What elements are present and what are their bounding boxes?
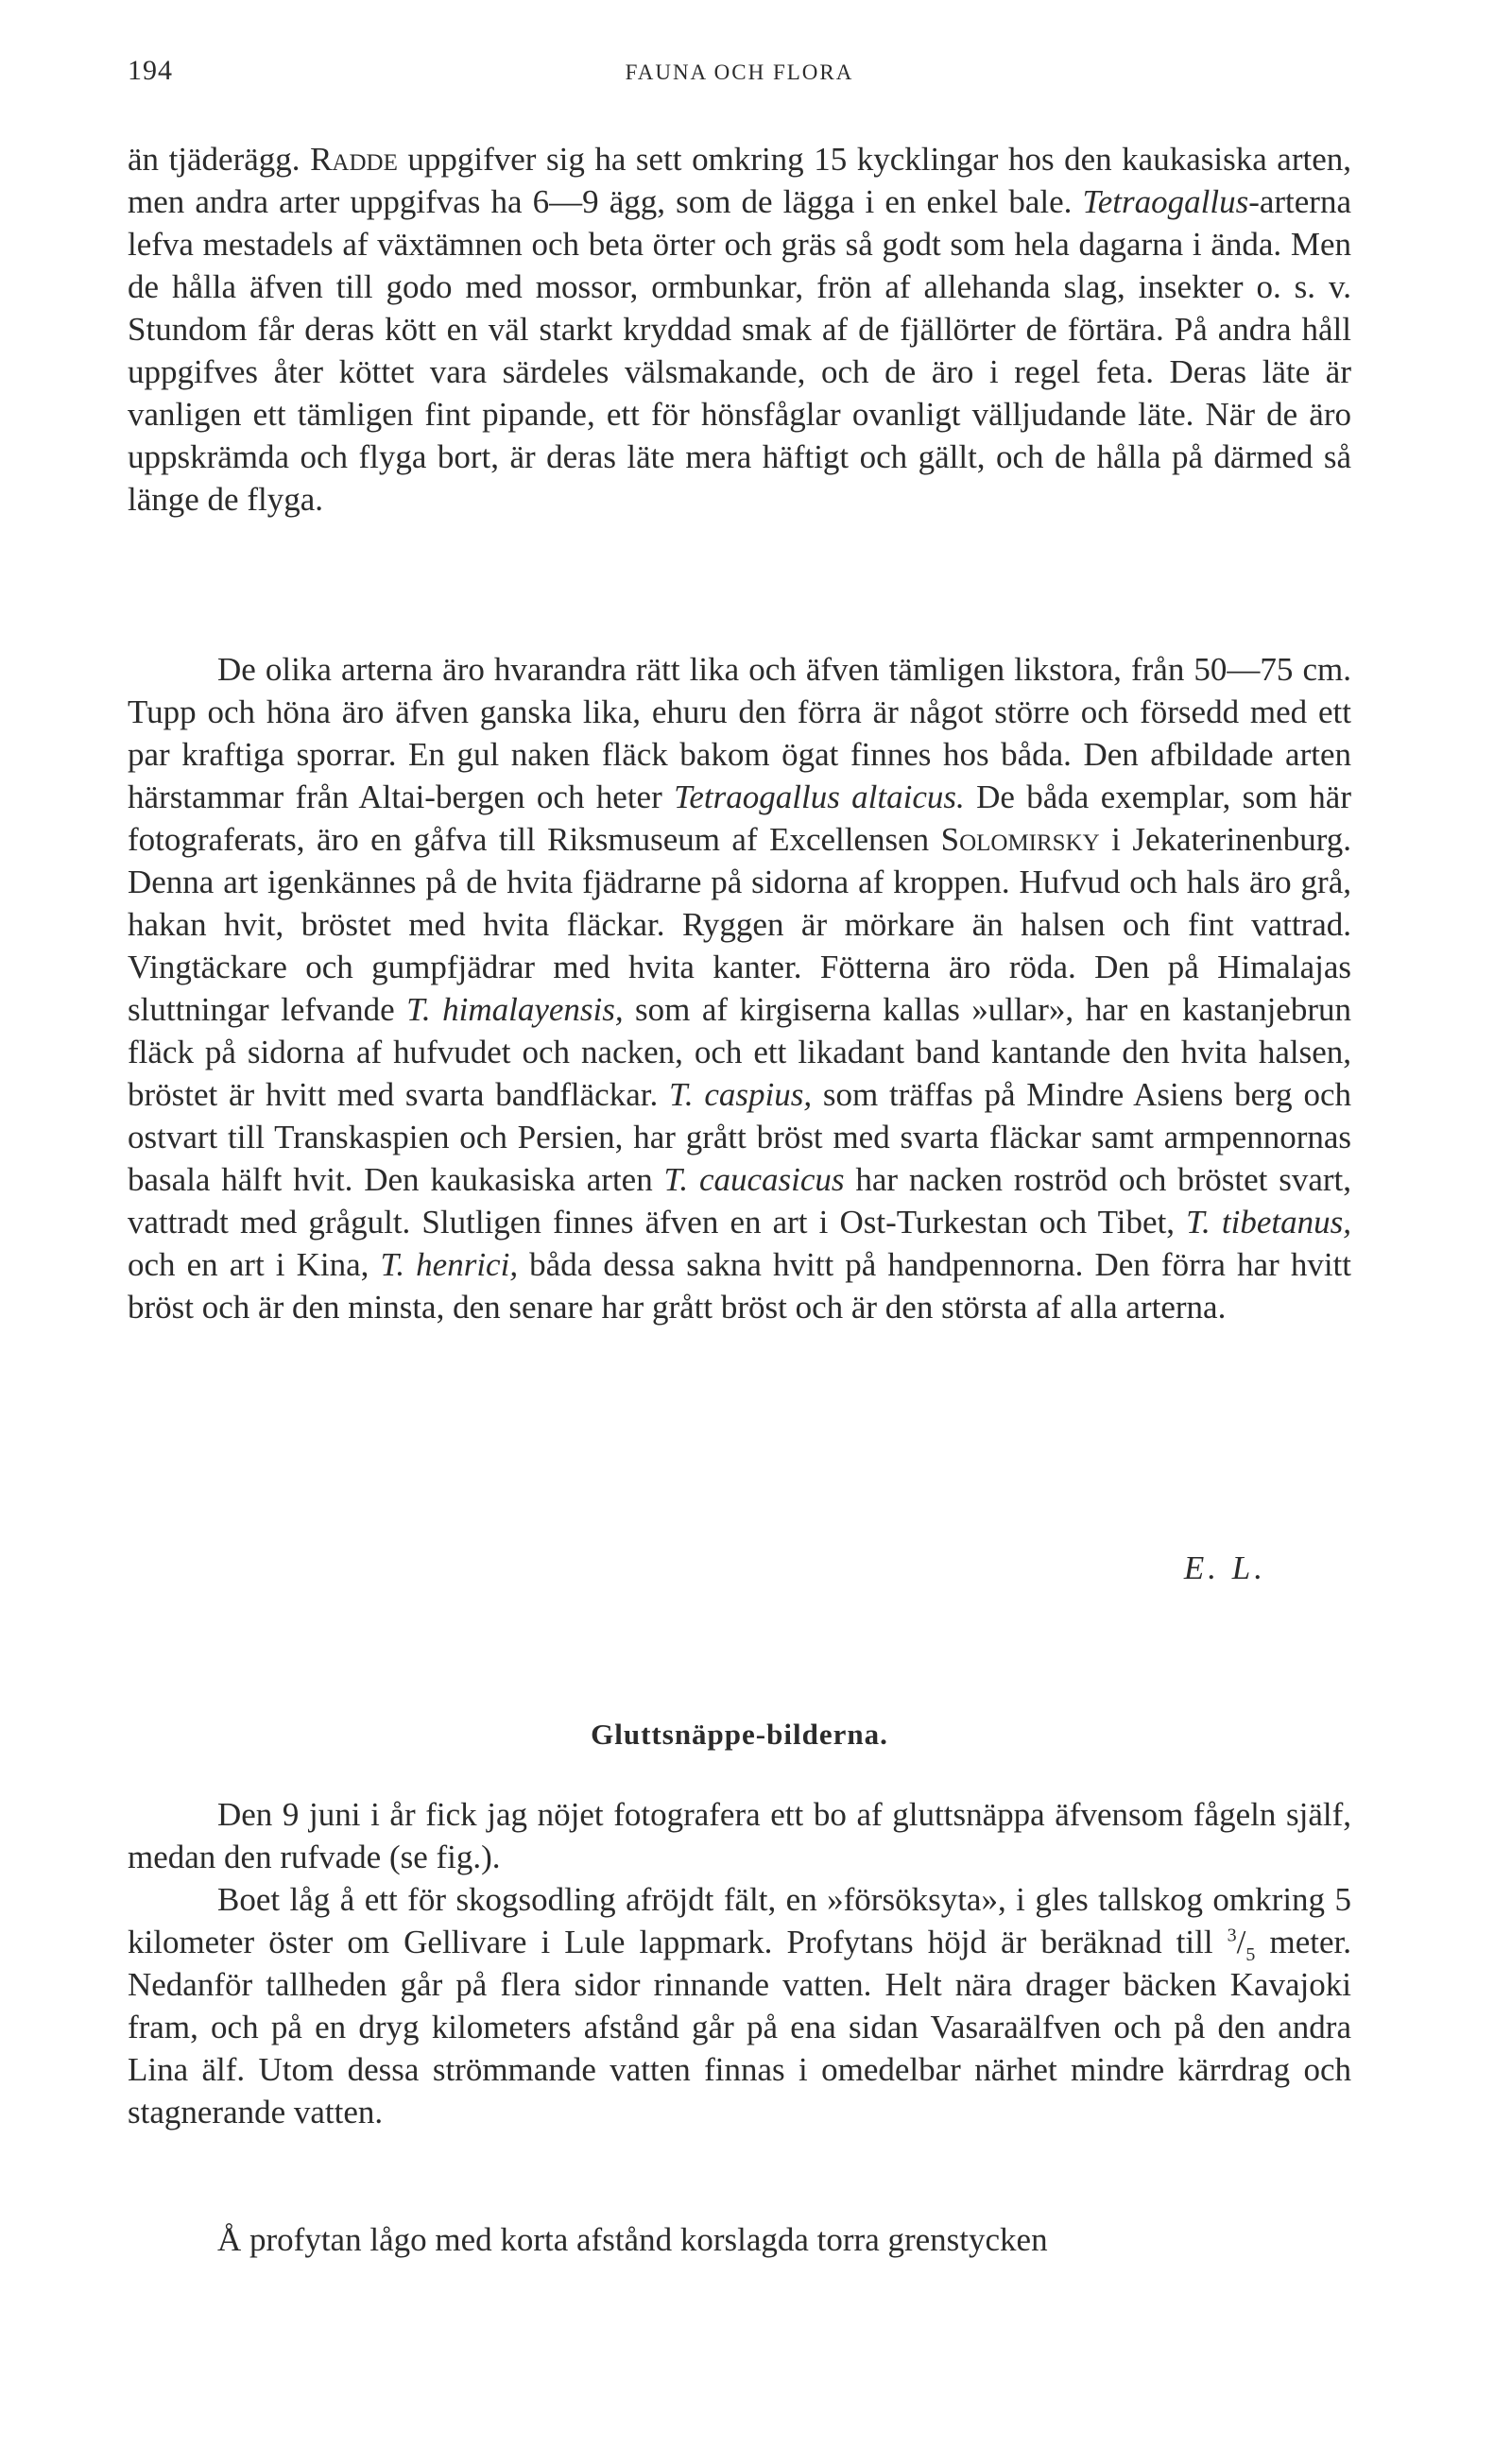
article1-paragraph-1 <box>128 138 1351 521</box>
paragraph-text <box>128 1878 1351 2133</box>
genus-name: Tetraogallus <box>1082 183 1249 220</box>
section-title: Gluttsnäppe-bilderna. <box>591 1718 888 1751</box>
species-name: Tetraogallus altaicus. <box>674 779 965 815</box>
paragraph-text <box>128 648 1351 1328</box>
text-run: och en art i Kina, <box>128 1246 381 1283</box>
article2-paragraph-1 <box>128 1793 1351 1878</box>
species-name: T. tibetanus, <box>1186 1204 1351 1241</box>
text-run: båda dessa sakna hvitt på handpennorna. Den förra har hvitt bröst och är den minsta, den senare har grått bröst och är den största af alla arterna. <box>128 1246 1351 1326</box>
text-run: har nacken roströd och bröstet svart, vattradt med grågult. Slutligen finnes äfven en art i Ost-Turkestan och Tibet, <box>128 1161 1352 1241</box>
species-name: T. caucasicus <box>663 1161 845 1198</box>
species-name: T. himalayensis, <box>406 991 624 1028</box>
person-name-solomirsky: Solomirsky <box>940 821 1100 858</box>
text-run: i Jekaterinenburg. Denna art igenkännes på de hvita fjädrarne på sidorna af kroppen. Hufvud och hals äro grå, hakan hvit, bröstet med hvita fläckar. Ryggen är mörkare än halsen och fint vattrad. Vingtäckare och gumpfjädrar med hvita kanter. Fötterna äro röda. Den på Himalajas sluttningar lefvande <box>128 821 1351 1028</box>
article2-paragraph-3 <box>128 2218 1351 2261</box>
page-header <box>128 55 1351 93</box>
text-run: meter. Nedanför tallheden går på flera sidor rinnande vatten. Helt nära drager bäcken Kavajoki fram, och på en dryg kilometers afstånd går på ena sidan Vasaraälfven och på den andra Lina älf. Utom dessa strömmande vatten finnas i omedelbar närhet mindre kärrdrag och stagnerande vatten. <box>128 1924 1351 2130</box>
fraction: $^3/_5$ <box>1227 1924 1256 1965</box>
paragraph-text <box>128 138 1351 521</box>
text-run: De olika arterna äro hvarandra rätt lika och äfven tämligen likstora, från 50—75 cm. Tupp och höna äro äfven ganska lika, ehuru den förra är något större och försedd med ett par kraftiga sporrar. En gul naken fläck bakom ögat finnes hos båda. Den afbildade arten härstammar från Altai-bergen och heter <box>128 651 1351 815</box>
author-signature: E. L. <box>1183 1549 1266 1586</box>
text-run: som af kirgiserna kallas »ullar», har en kastanjebrun fläck på sidorna af hufvudet och nacken, och ett likadant band kantande den hvita halsen, bröstet är hvitt med svarta bandfläckar. <box>128 991 1351 1113</box>
species-name: T. caspius, <box>668 1076 813 1113</box>
fraction-numerator: 3 <box>1227 1925 1237 1946</box>
text-run: som träffas på Mindre Asiens berg och ostvart till Transkaspien och Persien, har grått bröst med svarta fläckar samt armpennornas basala hälft hvit. Den kaukasiska arten <box>128 1076 1351 1198</box>
text-run: De båda exemplar, som här fotograferats, äro en gåfva till Riksmuseum af Excellensen <box>128 779 1351 858</box>
fraction-denominator: 5 <box>1245 1944 1256 1965</box>
page-number: 194 <box>128 55 173 86</box>
article1-paragraph-2 <box>128 648 1351 1328</box>
paragraph-text: Den 9 juni i år fick jag nöjet fotografera ett bo af gluttsnäppa äfvensom fågeln själf, medan den rufvade (se fig.). <box>128 1796 1351 1875</box>
article2-paragraph-2 <box>128 1878 1351 2133</box>
paragraph-text: Å profytan lågo med korta afstånd korslagda torra grenstycken <box>217 2221 1048 2258</box>
author-name-radde: Radde <box>310 141 398 178</box>
text-run: -arterna lefva mestadels af växtämnen och beta örter och gräs så godt som hela dagarna i ända. Men de hålla äfven till godo med mossor, ormbunkar, frön af allehanda slag, insekter o. s. v. Stundom får deras kött en väl starkt kryddad smak af de fjällörter de förtära. På andra håll uppgifves åter köttet vara särdeles välsmakande, och de äro i regel feta. Deras läte är vanligen ett tämligen fint pipande, ett för hönsfåglar ovanligt välljudande läte. När de äro uppskrämda och flyga bort, är deras läte mera häftigt och gällt, och de hålla på därmed så länge de flyga. <box>128 183 1351 518</box>
text-run: Boet låg å ett för skogsodling afröjdt fält, en »försöksyta», i gles tallskog omkring 5 kilometer öster om Gellivare i Lule lappmark. Profytans höjd är beräknad till <box>128 1881 1351 1960</box>
text-run: än tjäderägg. <box>128 141 311 178</box>
species-name: T. henrici, <box>380 1246 519 1283</box>
running-title: FAUNA OCH FLORA <box>625 60 854 84</box>
text-run: uppgifver sig ha sett omkring 15 kycklingar hos den kaukasiska arten, men andra arter uppgifvas ha 6—9 ägg, som de lägga i en enkel bale. <box>128 141 1351 220</box>
